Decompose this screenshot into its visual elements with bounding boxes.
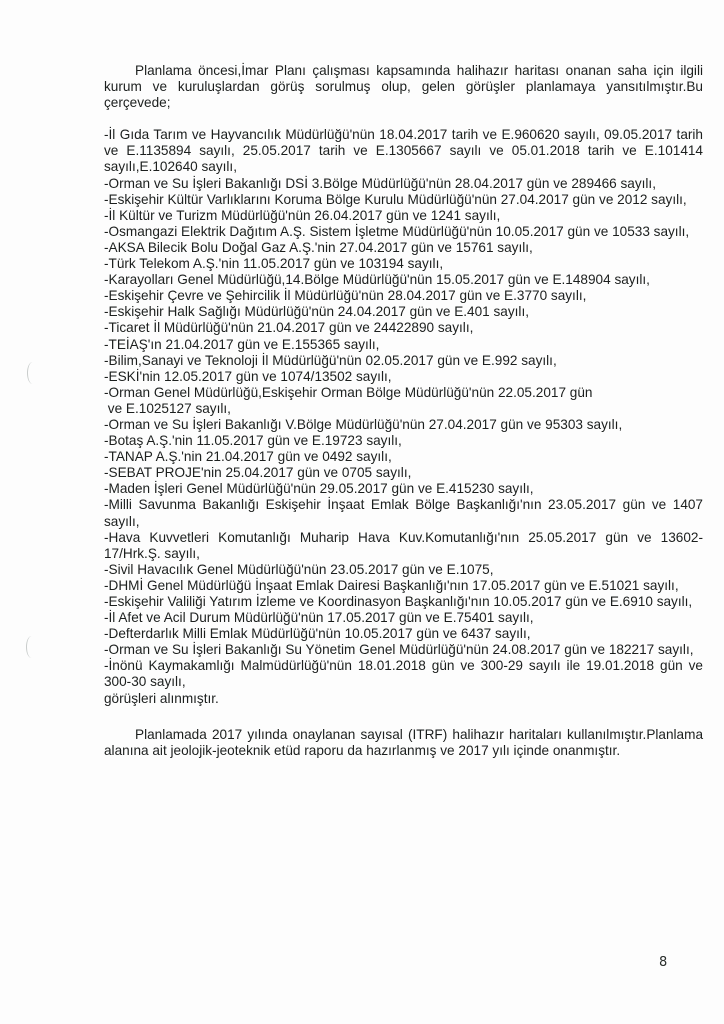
intro-paragraph: Planlama öncesi,İmar Planı çalışması kapsamında halihazır haritası onanan saha için ilgili kurum ve kuruluşlardan görüş sorulmuş olup, gelen görüşler planlamaya yansıtılmıştır.Bu çerçevede; <box>104 63 703 111</box>
list-item: -DHMİ Genel Müdürlüğü İnşaat Emlak Dairesi Başkanlığı'nın 17.05.2017 gün ve E.51021 sayılı, <box>104 577 679 593</box>
closing-line: görüşleri alınmıştır. <box>104 690 219 706</box>
list-item: -AKSA Bilecik Bolu Doğal Gaz A.Ş.'nin 27.04.2017 gün ve 15761 sayılı, <box>104 239 533 255</box>
list-item: -Eskişehir Kültür Varlıklarını Koruma Bölge Kurulu Müdürlüğü'nün 27.04.2017 gün ve 2012 sayılı, <box>104 191 687 207</box>
institution-list <box>104 127 703 690</box>
final-paragraph: Planlamada 2017 yılında onaylanan sayısal (ITRF) halihazır haritaları kullanılmıştır.Planlama alanına ait jeolojik-jeoteknik etüd raporu da hazırlanmış ve 2017 yılı içinde onanmıştır. <box>104 726 703 758</box>
list-item: -Osmangazi Elektrik Dağıtım A.Ş. Sistem İşletme Müdürlüğü'nün 10.05.2017 gün ve 10533 sayılı, <box>104 223 690 239</box>
paragraph-spacer <box>104 111 703 127</box>
list-item: -ESKİ'nin 12.05.2017 gün ve 1074/13502 sayılı, <box>104 368 392 384</box>
list-item: -Eskişehir Valiliği Yatırım İzleme ve Koordinasyon Başkanlığı'nın 10.05.2017 gün ve E.6910 sayılı, <box>104 594 693 609</box>
list-item: -Orman ve Su İşleri Bakanlığı V.Bölge Müdürlüğü'nün 27.04.2017 gün ve 95303 sayılı, <box>104 416 623 432</box>
list-item: -Türk Telekom A.Ş.'nin 11.05.2017 gün ve 103194 sayılı, <box>104 256 444 272</box>
list-item: -Orman Genel Müdürlüğü,Eskişehir Orman Bölge Müdürlüğü'nün 22.05.2017 gün <box>104 384 593 400</box>
list-item: -Hava Kuvvetleri Komutanlığı Muharip Hava Kuv.Komutanlığı'nın 25.05.2017 gün ve 13602-17/Hrk.Ş. sayılı, <box>104 529 703 561</box>
list-item: -Karayolları Genel Müdürlüğü,14.Bölge Müdürlüğü'nün 15.05.2017 gün ve E.148904 sayılı, <box>104 272 650 288</box>
list-item: -Maden İşleri Genel Müdürlüğü'nün 29.05.2017 gün ve E.415230 sayılı, <box>104 481 534 497</box>
list-item: -Orman ve Su İşleri Bakanlığı DSİ 3.Bölge Müdürlüğü'nün 28.04.2017 gün ve 289466 sayılı, <box>104 175 656 191</box>
list-item: -SEBAT PROJE'nin 25.04.2017 gün ve 0705 sayılı, <box>104 465 412 481</box>
paragraph-spacer <box>104 707 703 727</box>
list-item: -İl Afet ve Acil Durum Müdürlüğü'nün 17.05.2017 gün ve E.75401 sayılı, <box>104 610 534 626</box>
list-item: -İnönü Kaymakamlığı Malmüdürlüğü'nün 18.01.2018 gün ve 300-29 sayılı ile 19.01.2018 gün ve 300-30 sayılı, <box>104 658 703 690</box>
list-item: -TEİAŞ'ın 21.04.2017 gün ve E.155365 sayılı, <box>104 336 380 352</box>
list-item: -Botaş A.Ş.'nin 11.05.2017 gün ve E.19723 sayılı, <box>104 433 402 449</box>
list-item: -Milli Savunma Bakanlığı Eskişehir İnşaat Emlak Bölge Başkanlığı'nın 23.05.2017 gün ve 1407 sayılı, <box>104 497 703 529</box>
page-number: 8 <box>659 955 668 970</box>
list-item: -İl Kültür ve Turizm Müdürlüğü'nün 26.04.2017 gün ve 1241 sayılı, <box>104 207 501 223</box>
list-item: -Defterdarlık Milli Emlak Müdürlüğü'nün 10.05.2017 gün ve 6437 sayılı, <box>104 626 531 642</box>
list-item: -Eskişehir Çevre ve Şehircilik İl Müdürlüğü'nün 28.04.2017 gün ve E.3770 sayılı, <box>104 288 587 304</box>
list-item: -Ticaret İl Müdürlüğü'nün 21.04.2017 gün ve 24422890 sayılı, <box>104 320 474 336</box>
list-item: -İl Gıda Tarım ve Hayvancılık Müdürlüğü'nün 18.04.2017 tarih ve E.960620 sayılı, 09.05.2017 tarih ve E.1135894 sayılı, 25.05.2017 tarih ve E.1305667 sayılı ve 05.01.2018 tarih ve E.101414 sayılı,E.102640 sayılı, <box>104 127 703 175</box>
list-item: -Sivil Havacılık Genel Müdürlüğü'nün 23.05.2017 gün ve E.1075, <box>104 561 494 577</box>
list-item: ve E.1025127 sayılı, <box>104 400 231 416</box>
list-item: -Bilim,Sanayi ve Teknoloji İl Müdürlüğü'nün 02.05.2017 gün ve E.992 sayılı, <box>104 352 557 368</box>
punch-hole-mark <box>27 362 38 384</box>
document-body <box>104 63 703 759</box>
list-item: -Eskişehir Halk Sağlığı Müdürlüğü'nün 24.04.2017 gün ve E.401 sayılı, <box>104 304 530 320</box>
list-item: -TANAP A.Ş.'nin 21.04.2017 gün ve 0492 sayılı, <box>104 449 392 465</box>
list-item: -Orman ve Su İşleri Bakanlığı Su Yönetim Genel Müdürlüğü'nün 24.08.2017 gün ve 182217 sayılı, <box>104 642 694 658</box>
punch-hole-mark <box>26 636 37 658</box>
